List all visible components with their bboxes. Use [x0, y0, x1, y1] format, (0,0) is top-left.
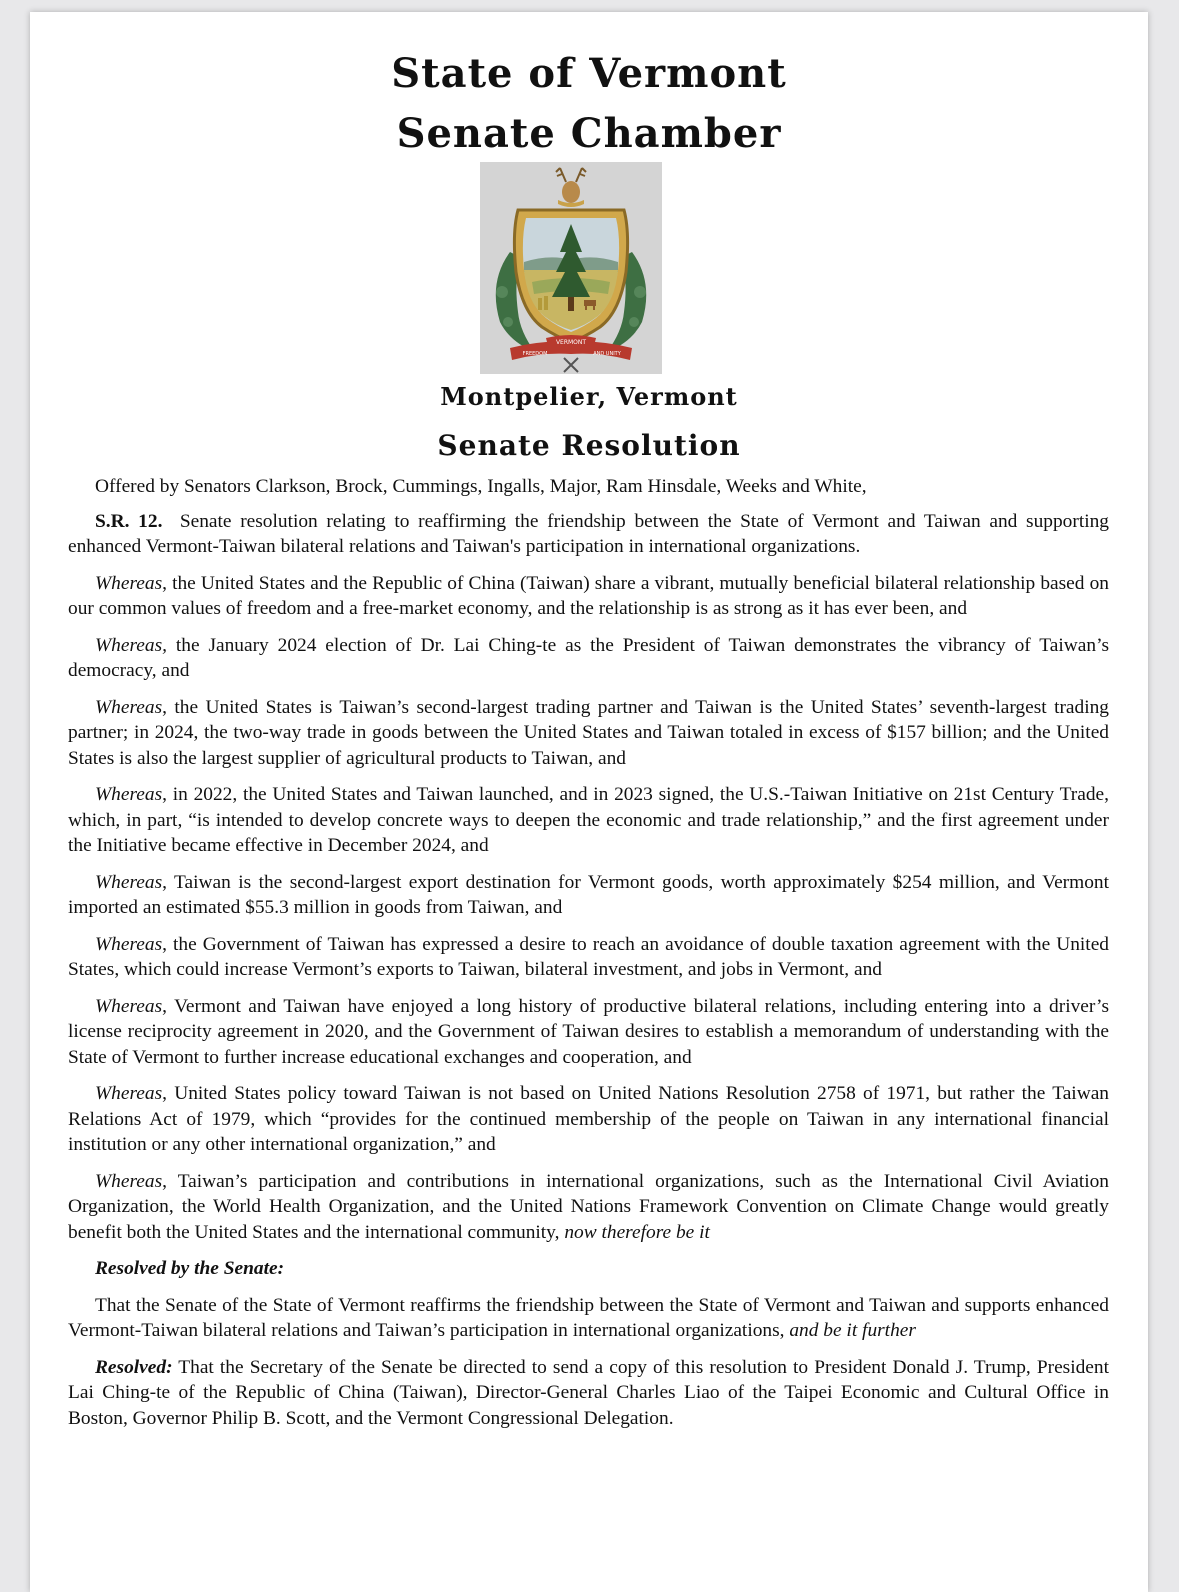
header-state: State of Vermont: [391, 50, 787, 97]
header-chamber: Senate Chamber: [396, 110, 782, 157]
resolved-label: Resolved:: [95, 1356, 173, 1378]
ribbon-vermont-text: VERMONT: [555, 339, 587, 346]
whereas-paragraph: [68, 782, 1109, 859]
whereas-text: , the Government of Taiwan has expressed a desire to reach an avoidance of double taxation agreement with the United States, which could increase Vermont’s exports to Taiwan, bilateral investment, and jobs in Vermont, and: [68, 933, 1109, 980]
whereas-paragraph: [68, 932, 1109, 983]
whereas-text: , United States policy toward Taiwan is not based on United Nations Resolution 2758 of 1971, but rather the Taiwan Relations Act of 1979, which “provides for the continued membership of the people on Taiwan in any international financial institution or any other international organization,” and: [68, 1083, 1109, 1155]
place-line: Montpelier, Vermont: [440, 382, 738, 411]
whereas-paragraph: [68, 1081, 1109, 1158]
whereas-label: Whereas: [95, 933, 163, 955]
resolved-text: That the Senate of the State of Vermont reaffirms the friendship between the State of Vermont and Taiwan and supports enhanced Vermont-Taiwan bilateral relations and Taiwan’s participation in international organizations,: [68, 1294, 1109, 1341]
motto-ribbon: [510, 335, 632, 372]
whereas-closing: now therefore be it: [559, 1221, 710, 1243]
whereas-label: Whereas: [95, 1083, 163, 1104]
stag-crest: [556, 168, 586, 207]
whereas-text: , the United States and the Republic of China (Taiwan) share a vibrant, mutually beneficial bilateral relationship based on our common values of freedom and a free-market economy, and the relationship is as strong as it has ever been, and: [68, 572, 1109, 619]
whereas-paragraph: Whereas, the January 2024 election of Dr. Lai Ching-te as the President of Taiwan demonstrates the vibrancy of Taiwan’s democracy, and: [68, 634, 1109, 681]
resolved-heading: [68, 1256, 1109, 1282]
whereas-text: the January 2024 election of Dr. Lai Ching-te as the President of Taiwan demonstrates the vibrancy of Taiwan’s democracy, and: [68, 634, 1109, 681]
whereas-paragraph: [68, 695, 1109, 772]
whereas-label: Whereas: [95, 634, 163, 656]
sr-paragraph: [68, 509, 1109, 560]
whereas-text: , the United States is Taiwan’s second-largest trading partner and Taiwan is the United States’ seventh-largest trading partner; in 2024, the two-way trade in goods between the United States and Taiwan totaled in excess of $157 billion; and the United States is also the largest supplier of agricultural products to Taiwan, and: [68, 696, 1109, 769]
resolved-paragraph: [68, 1293, 1109, 1344]
ribbon-unity-text: AND UNITY: [593, 351, 621, 357]
whereas-text: , Vermont and Taiwan have enjoyed a long history of productive bilateral relations, including entering into a driver’s license reciprocity agreement in 2020, and the Government of Taiwan desires to establish a memorandum of understanding with the State of Vermont to further increase educational exchanges and cooperation, and: [68, 995, 1109, 1068]
whereas-label: Whereas: [95, 572, 163, 594]
resolved-closing: and be it further: [784, 1320, 916, 1341]
resolved-final-paragraph: [68, 1355, 1109, 1432]
vermont-coat-of-arms: [480, 162, 662, 374]
whereas-text: , in 2022, the United States and Taiwan launched, and in 2023 signed, the U.S.-Taiwan Initiative on 21st Century Trade, which, in part, “is intended to develop concrete ways to deepen the economic and trade relationship,” and the first agreement under the Initiative became effective in December 2024, and: [68, 784, 1109, 856]
sr-number: S.R. 12.: [95, 510, 163, 532]
shield: [514, 210, 627, 342]
offered-by-line: Offered by Senators Clarkson, Brock, Cummings, Ingalls, Major, Ram Hinsdale, Weeks and White,: [95, 476, 867, 497]
ribbon-freedom-text: FREEDOM: [522, 351, 548, 357]
resolution-body: [68, 474, 1109, 1442]
whereas-label: Whereas: [95, 696, 163, 718]
whereas-label: Whereas: [95, 871, 163, 893]
whereas-label: Whereas: [95, 1170, 163, 1192]
resolved-heading-text: Resolved by the Senate:: [95, 1258, 285, 1279]
whereas-text: , Taiwan is the second-largest export destination for Vermont goods, worth approximately $254 million, and Vermont imported an estimated $55.3 million in goods from Taiwan, and: [68, 871, 1109, 918]
resolved-final-text: That the Secretary of the Senate be directed to send a copy of this resolution to President Donald J. Trump, President Lai Ching-te of the Republic of China (Taiwan), Director-General Charles Liao of the Taipei Economic and Cultural Office in Boston, Governor Philip B. Scott, and the Vermont Congressional Delegation.: [68, 1356, 1109, 1429]
whereas-paragraph: [68, 994, 1109, 1071]
coat-of-arms-graphic: [480, 162, 662, 374]
document-page: [30, 12, 1148, 1592]
sr-text: Senate resolution relating to reaffirming the friendship between the State of Vermont and Taiwan and supporting enhanced Vermont-Taiwan bilateral relations and Taiwan's participation in international organizations.: [68, 510, 1109, 557]
whereas-paragraph: [68, 870, 1109, 921]
whereas-text: , Taiwan’s participation and contributions in international organizations, such as the International Civil Aviation Organization, the World Health Organization, and the United Nations Framework Convention on Climate Change would greatly benefit both the United States and the international community,: [68, 1170, 1109, 1243]
whereas-label: Whereas: [95, 784, 163, 805]
whereas-paragraph: [68, 1169, 1109, 1246]
whereas-label: Whereas: [95, 995, 163, 1017]
resolution-title: Senate Resolution: [437, 429, 741, 462]
whereas-paragraph: [68, 571, 1109, 622]
